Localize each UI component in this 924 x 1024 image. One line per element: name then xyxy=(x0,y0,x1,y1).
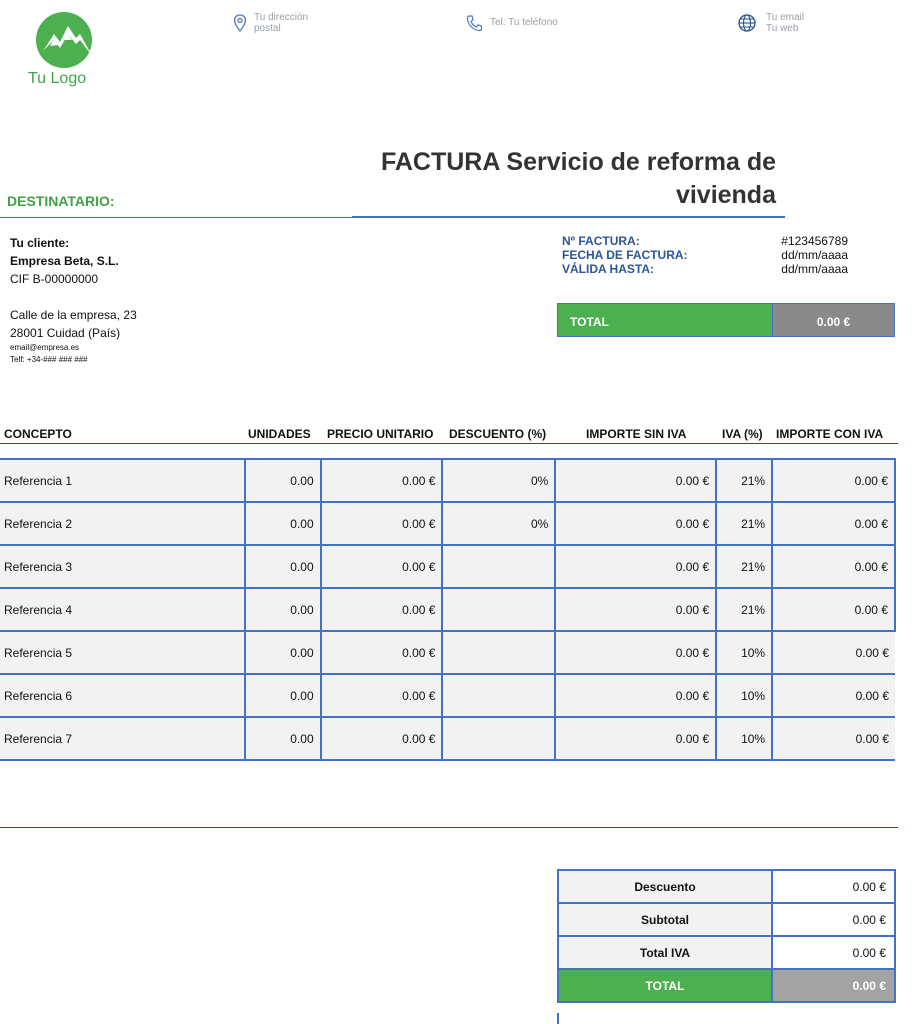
client-label: Tu cliente: xyxy=(10,236,70,250)
table-cell xyxy=(442,717,555,760)
table-row xyxy=(0,631,895,674)
table-cell: 0.00 € xyxy=(772,631,895,674)
table-cell: 0.00 xyxy=(245,502,321,545)
table-cell: 0.00 € xyxy=(321,459,443,502)
globe-icon xyxy=(738,14,756,32)
summary-label: Subtotal xyxy=(558,903,772,936)
table-cell: 0.00 € xyxy=(321,674,443,717)
table-cell: 21% xyxy=(716,502,772,545)
title-underline xyxy=(352,216,785,218)
table-cell: 0.00 € xyxy=(321,717,443,760)
col-iva: IVA (%) xyxy=(722,427,763,441)
summary-row xyxy=(558,903,895,936)
logo-mountain-icon xyxy=(36,12,92,68)
table-cell: 0.00 € xyxy=(555,459,716,502)
table-cell: 0.00 xyxy=(245,588,321,631)
invoice-title-line-1: FACTURA Servicio de reforma de xyxy=(380,148,776,176)
invoice-date-label: FECHA DE FACTURA: xyxy=(562,248,688,262)
table-cell: 10% xyxy=(716,717,772,760)
header-rule xyxy=(0,443,898,444)
items-table xyxy=(0,458,896,761)
table-row xyxy=(0,545,895,588)
client-email: email@empresa.es xyxy=(10,343,80,352)
invoice-valid-label: VÁLIDA HASTA: xyxy=(562,262,654,276)
table-cell: 0.00 xyxy=(245,631,321,674)
summary-label: Descuento xyxy=(558,870,772,903)
summary-row xyxy=(558,870,895,903)
phone-contact: Tel: Tu teléfono xyxy=(490,17,558,28)
table-cell xyxy=(442,674,555,717)
phone-icon xyxy=(466,14,482,32)
items-table-header xyxy=(0,427,898,443)
table-cell: 0.00 € xyxy=(772,459,895,502)
table-cell: 0.00 € xyxy=(772,502,895,545)
table-cell: 0.00 € xyxy=(555,502,716,545)
table-cell: 0.00 € xyxy=(555,545,716,588)
summary-row xyxy=(558,969,895,1002)
table-row xyxy=(0,588,895,631)
table-cell: 0.00 € xyxy=(772,717,895,760)
table-cell: 10% xyxy=(716,674,772,717)
recipient-label: DESTINATARIO: xyxy=(7,193,115,209)
client-company: Empresa Beta, S.L. xyxy=(10,254,119,268)
table-cell: 0.00 € xyxy=(321,545,443,588)
summary-value: 0.00 € xyxy=(772,936,895,969)
address-line-1: Tu dirección xyxy=(254,12,309,23)
address-contact xyxy=(254,12,308,34)
summary-value: 0.00 € xyxy=(772,969,895,1002)
invoice-number: #123456789 xyxy=(781,234,848,248)
table-cell: 0.00 € xyxy=(772,674,895,717)
invoice-title-line-2: vivienda xyxy=(675,181,776,209)
invoice-meta-values xyxy=(760,234,848,276)
client-phone: Telf: +34-### ### ### xyxy=(10,355,88,364)
summary-row xyxy=(558,936,895,969)
summary-border-tail xyxy=(557,1013,559,1024)
invoice-total-label: TOTAL xyxy=(558,304,772,336)
table-cell: 21% xyxy=(716,545,772,588)
invoice-total-value: 0.00 € xyxy=(772,304,894,336)
table-cell: 21% xyxy=(716,588,772,631)
table-cell: 0.00 € xyxy=(321,631,443,674)
table-cell: Referencia 4 xyxy=(0,588,245,631)
table-cell: 21% xyxy=(716,459,772,502)
col-precio-unitario: PRECIO UNITARIO xyxy=(327,427,434,441)
table-row xyxy=(0,502,895,545)
table-cell: 0.00 € xyxy=(772,545,895,588)
client-city: 28001 Cuidad (País) xyxy=(10,326,121,340)
separator-rule xyxy=(0,827,898,828)
table-cell: Referencia 5 xyxy=(0,631,245,674)
table-cell: 0% xyxy=(442,502,555,545)
table-cell: 0% xyxy=(442,459,555,502)
table-cell: 0.00 € xyxy=(555,631,716,674)
summary-value: 0.00 € xyxy=(772,903,895,936)
table-cell: Referencia 1 xyxy=(0,459,245,502)
invoice-title xyxy=(256,146,776,212)
web-address: Tu web xyxy=(766,23,799,34)
col-unidades: UNIDADES xyxy=(248,427,311,441)
table-cell: 0.00 € xyxy=(555,717,716,760)
location-pin-icon xyxy=(232,14,248,32)
web-contact xyxy=(766,12,804,34)
address-line-2: postal xyxy=(254,23,281,34)
table-cell: Referencia 6 xyxy=(0,674,245,717)
col-concepto: CONCEPTO xyxy=(4,427,72,441)
table-cell: 0.00 € xyxy=(772,588,895,631)
col-descuento: DESCUENTO (%) xyxy=(449,427,547,441)
client-street: Calle de la empresa, 23 xyxy=(10,308,137,322)
summary-label: TOTAL xyxy=(558,969,772,1002)
invoice-meta-labels xyxy=(562,234,688,276)
col-importe-con-iva: IMPORTE CON IVA xyxy=(776,427,884,441)
summary-table xyxy=(557,869,896,1003)
table-cell: Referencia 7 xyxy=(0,717,245,760)
summary-value: 0.00 € xyxy=(772,870,895,903)
client-block xyxy=(10,234,137,366)
recipient-underline xyxy=(0,217,352,218)
table-cell: Referencia 2 xyxy=(0,502,245,545)
table-cell xyxy=(442,631,555,674)
table-cell xyxy=(442,588,555,631)
table-cell: 0.00 xyxy=(245,459,321,502)
invoice-date: dd/mm/aaaa xyxy=(781,248,848,262)
invoice-total-box xyxy=(557,303,895,337)
table-row xyxy=(0,674,895,717)
table-cell: 0.00 xyxy=(245,674,321,717)
table-cell xyxy=(442,545,555,588)
table-cell: 0.00 xyxy=(245,545,321,588)
table-cell: 0.00 xyxy=(245,717,321,760)
table-cell: 0.00 € xyxy=(555,588,716,631)
summary-label: Total IVA xyxy=(558,936,772,969)
table-cell: 10% xyxy=(716,631,772,674)
client-cif: CIF B-00000000 xyxy=(10,272,99,286)
invoice-valid: dd/mm/aaaa xyxy=(781,262,848,276)
table-cell: Referencia 3 xyxy=(0,545,245,588)
table-cell: 0.00 € xyxy=(555,674,716,717)
col-importe-sin-iva: IMPORTE SIN IVA xyxy=(586,427,687,441)
table-cell: 0.00 € xyxy=(321,502,443,545)
invoice-number-label: Nº FACTURA: xyxy=(562,234,640,248)
table-cell: 0.00 € xyxy=(321,588,443,631)
table-row xyxy=(0,717,895,760)
email-contact: Tu email xyxy=(766,12,804,23)
logo-text: Tu Logo xyxy=(28,70,87,87)
table-row xyxy=(0,459,895,502)
